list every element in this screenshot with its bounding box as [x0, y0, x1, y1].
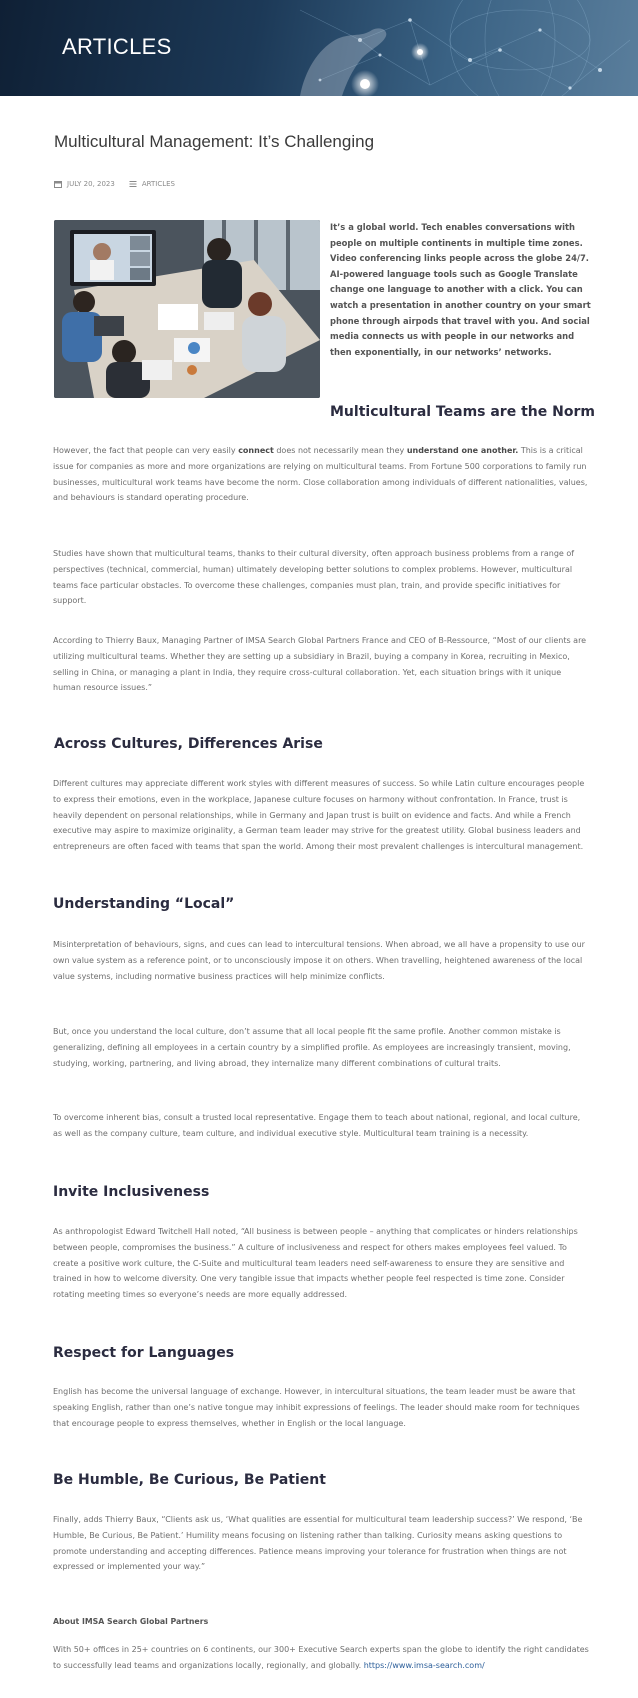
section-3-paragraph-2: But, once you understand the local culture, don’t assume that all local people fit the same profile. Another common mistake is generalizing, defining all employees in a certain country by a simplified profile. As employees are increasingly transient, moving, studying, working, partnering, and living abroad, they internalize many different combinations of cultural traits. — [53, 1027, 571, 1068]
calendar-icon — [54, 180, 62, 188]
list-icon — [129, 180, 137, 188]
section-1-paragraph-2: Studies have shown that multicultural teams, thanks to their cultural diversity, often approach business problems from a range of perspectives (technical, commercial, human) ultimately developing better solutions to complex problems. However, multicultural teams face particular obstacles. To overcome these challenges, companies must plan, train, and provide specific initiatives for support. — [53, 549, 575, 606]
featured-image — [54, 220, 320, 398]
page-banner — [0, 0, 638, 96]
post-date-text: JULY 20, 2023 — [67, 180, 115, 188]
section-heading-be-humble: Be Humble, Be Curious, Be Patient — [53, 1472, 326, 1488]
section-6-paragraph-1: Finally, adds Thierry Baux, “Clients ask us, ‘What qualities are essential for multicultural team leadership success?’ We respond, ‘Be Humble, Be Curious, Be Patient.’ Humility means focusing on listening rather than talking. Curiosity means asking questions to promote understanding and accepting differences. Patience means improving your tolerance for frustration when things are not expressed or implemented your way.” — [53, 1515, 583, 1572]
intro-paragraph: It’s a global world. Tech enables conversations with people on multiple continents in multiple time zones. Video conferencing links people across the globe 24/7. AI-powered language tools such as Google Translate change one language to another with a click. You can watch a presentation in another country on your smart phone through airpods that travel with you. And social media connects us with people in our networks and then exponentially, in our networks’ networks. — [330, 222, 591, 357]
section-1-paragraph-1: However, the fact that people can very easily connect does not necessarily mean they understand one another. This is a critical issue for companies as more and more organizations are relying on multicultural teams. From Fortune 500 corporations to family run businesses, multicultural work teams have become the norm. Close collaboration among individuals of different nationalities, values, and behaviours is standard operating procedure. — [53, 446, 588, 503]
section-heading-invite-inclusiveness: Invite Inclusiveness — [53, 1184, 210, 1200]
section-3-paragraph-3: To overcome inherent bias, consult a trusted local representative. Engage them to teach about national, regional, and local culture, as well as the company culture, team culture, and individual executive style. Multicultural team training is a necessity. — [53, 1113, 581, 1138]
post-date — [54, 180, 115, 188]
section-heading-across-cultures: Across Cultures, Differences Arise — [54, 736, 323, 752]
banner-title: ARTICLES — [62, 34, 172, 59]
post-meta — [54, 178, 189, 190]
imsa-website-link[interactable]: https://www.imsa-search.com/ — [363, 1660, 485, 1670]
section-heading-respect-languages: Respect for Languages — [53, 1345, 235, 1361]
section-heading-understanding-local: Understanding “Local” — [53, 896, 235, 912]
post-category[interactable] — [129, 180, 175, 188]
section-3-paragraph-1: Misinterpretation of behaviours, signs, and cues can lead to intercultural tensions. When abroad, we all have a propensity to use our own value system as a reference point, or to unconsciously impose it on others. When travelling, heightened awareness of the local value systems, including normative business practices will help minimize conflicts. — [53, 940, 585, 981]
about-heading: About IMSA Search Global Partners — [53, 1617, 209, 1626]
meeting-photo — [54, 220, 320, 398]
section-2-paragraph-1: Different cultures may appreciate different work styles with different measures of success. So while Latin culture encourages people to express their emotions, even in the workplace, Japanese culture focuses on harmony without confrontation. In France, trust is heavily dependent on personal relationships, while in Germany and Japan trust is built on evidence and facts. And while a French executive may aspire to maximize originality, a German team leader may strive for the greatest utility. Global business leaders and entrepreneurs are often faced with teams that span the world. Among their most prevalent challenges is intercultural management. — [53, 779, 585, 852]
about-paragraph: With 50+ offices in 25+ countries on 6 continents, our 300+ Executive Search experts span the globe to identify the right candidates to successfully lead teams and organizations locally, regionally, and globally. https://www.imsa-search.com/ — [53, 1645, 589, 1670]
post-title: Multicultural Management: It’s Challenging — [54, 132, 375, 151]
section-1-paragraph-3: According to Thierry Baux, Managing Partner of IMSA Search Global Partners France and CEO of B-Ressource, “Most of our clients are utilizing multicultural teams. Whether they are setting up a subsidiary in Brazil, buying a company in Korea, recruiting in Mexico, selling in China, or managing a plant in India, they require cross-cultural collaboration. Yet, each situation brings with it unique human resource issues.” — [53, 636, 587, 693]
section-heading-multicultural-teams: Multicultural Teams are the Norm — [330, 404, 595, 420]
section-5-paragraph-1: English has become the universal language of exchange. However, in intercultural situations, the team leader must be aware that speaking English, rather than one’s native tongue may inhibit expressions of feelings. The leader should make room for techniques that encourage people to express themselves, whether in English or the local language. — [53, 1387, 580, 1428]
post-category-link[interactable]: ARTICLES — [141, 180, 175, 188]
section-4-paragraph-1: As anthropologist Edward Twitchell Hall noted, “All business is between people – anything that complicates or hinders relationships between people, compromises the business.” A culture of inclusiveness and respect for others makes employees feel valued. To create a positive work culture, the C-Suite and multicultural team leaders need self-awareness to ensure they are sensitive and trained in how to welcome diversity. One very tangible issue that impacts whether people feel respected is time zone. Consider rotating meeting times so everyone’s needs are more equally addressed. — [53, 1227, 578, 1300]
